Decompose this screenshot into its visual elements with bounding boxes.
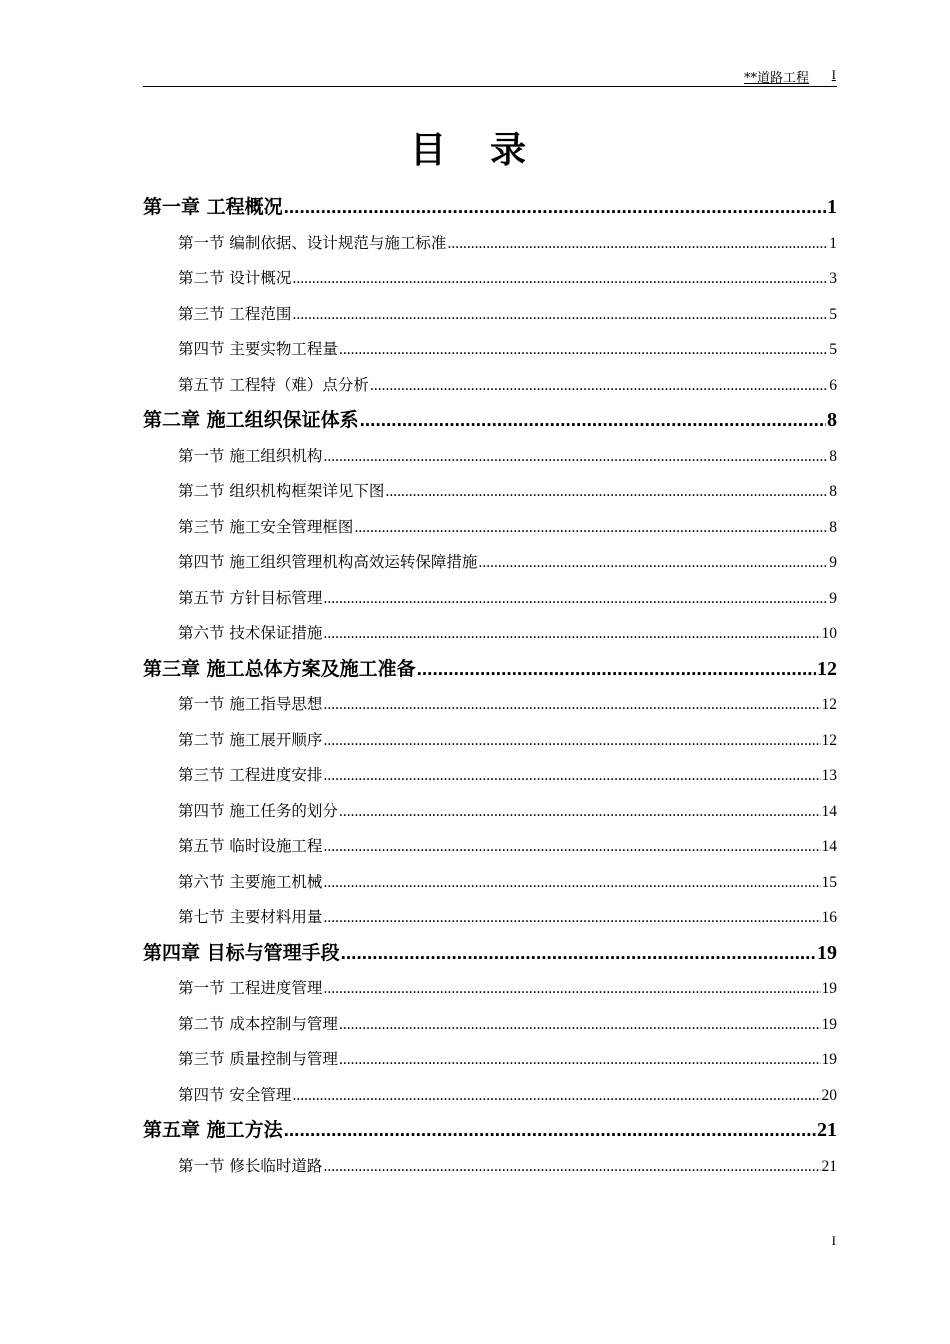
toc-dot-leader <box>385 474 828 510</box>
toc-dot-leader <box>323 581 828 617</box>
toc-entry-page: 5 <box>829 341 837 358</box>
toc-dot-leader <box>341 936 816 972</box>
toc-dot-leader <box>323 1149 820 1185</box>
toc-section-entry[interactable] <box>143 616 837 652</box>
toc-section-entry[interactable] <box>143 297 837 333</box>
toc-entry-label: 第三节 工程范围 <box>178 304 292 323</box>
toc-entry-page: 1 <box>829 234 837 252</box>
toc-entry-page: 19 <box>821 980 837 997</box>
toc-dot-leader <box>478 545 828 581</box>
toc-dot-leader <box>360 403 826 439</box>
toc-section-entry[interactable] <box>143 687 837 723</box>
toc-section-entry[interactable] <box>143 368 837 404</box>
toc-dot-leader <box>323 687 820 723</box>
toc-entry-label: 第一节 施工指导思想 <box>178 695 323 713</box>
toc-entry-page: 16 <box>821 909 837 926</box>
toc-dot-leader <box>323 829 820 865</box>
toc-entry-page: 8 <box>829 447 837 465</box>
toc-chapter-entry[interactable] <box>143 190 837 226</box>
toc-entry-page: 19 <box>821 1015 837 1033</box>
toc-dot-leader <box>292 297 828 333</box>
toc-dot-leader <box>284 1113 816 1149</box>
toc-section-entry[interactable] <box>143 439 837 475</box>
toc-dot-leader <box>370 368 828 404</box>
toc-entry-label: 第六节 技术保证措施 <box>178 624 323 642</box>
toc-entry-label: 第二节 成本控制与管理 <box>178 1014 338 1033</box>
toc-list <box>143 190 837 1184</box>
toc-dot-leader <box>323 971 820 1007</box>
toc-entry-page: 20 <box>821 1086 837 1104</box>
toc-section-entry[interactable] <box>143 971 837 1007</box>
toc-section-entry[interactable] <box>143 581 837 617</box>
toc-entry-page: 19 <box>821 1051 837 1068</box>
toc-section-entry[interactable] <box>143 1007 837 1043</box>
toc-entry-label: 第一节 编制依据、设计规范与施工标准 <box>178 233 447 252</box>
toc-section-entry[interactable] <box>143 1149 837 1185</box>
header-title: **道路工程 <box>743 71 809 86</box>
toc-entry-page: 13 <box>821 767 837 784</box>
toc-entry-label: 第四章 目标与管理手段 <box>143 941 340 964</box>
toc-dot-leader <box>323 723 820 759</box>
toc-title: 目录 <box>409 130 570 171</box>
toc-dot-leader <box>339 332 828 368</box>
toc-entry-page: 21 <box>817 1119 837 1141</box>
toc-dot-leader <box>323 616 820 652</box>
toc-entry-label: 第五节 工程特（难）点分析 <box>178 375 369 394</box>
toc-dot-leader <box>339 1007 821 1043</box>
toc-section-entry[interactable] <box>143 723 837 759</box>
toc-entry-page: 8 <box>829 518 837 536</box>
toc-section-entry[interactable] <box>143 261 837 297</box>
toc-entry-page: 19 <box>817 941 837 964</box>
toc-entry-label: 第一章 工程概况 <box>143 196 283 218</box>
toc-entry-label: 第四节 施工任务的划分 <box>178 801 338 820</box>
toc-dot-leader <box>323 439 828 475</box>
toc-dot-leader <box>284 190 826 226</box>
footer-page-number: I <box>831 1233 836 1248</box>
toc-entry-page: 14 <box>821 802 837 820</box>
toc-entry-label: 第一节 施工组织机构 <box>178 446 323 465</box>
toc-chapter-entry[interactable] <box>143 1113 837 1149</box>
toc-dot-leader <box>323 865 820 901</box>
toc-entry-label: 第一节 工程进度管理 <box>178 979 323 997</box>
toc-entry-page: 1 <box>827 196 837 218</box>
toc-entry-label: 第四节 施工组织管理机构高效运转保障措施 <box>178 553 478 571</box>
toc-entry-label: 第五节 临时设施工程 <box>178 837 323 855</box>
toc-entry-page: 6 <box>829 376 837 394</box>
toc-dot-leader <box>339 1042 821 1078</box>
toc-chapter-entry[interactable] <box>143 403 837 439</box>
toc-entry-label: 第三节 质量控制与管理 <box>178 1050 338 1068</box>
toc-entry-label: 第五节 方针目标管理 <box>178 588 323 607</box>
toc-entry-page: 12 <box>817 657 837 680</box>
toc-entry-page: 9 <box>829 554 837 571</box>
toc-entry-page: 9 <box>829 589 837 607</box>
toc-entry-page: 8 <box>829 483 837 500</box>
toc-entry-label: 第三节 施工安全管理框图 <box>178 517 354 536</box>
toc-entry-page: 8 <box>827 409 837 431</box>
toc-entry-label: 第二节 设计概况 <box>178 269 292 287</box>
toc-section-entry[interactable] <box>143 1042 837 1078</box>
toc-dot-leader <box>339 794 821 830</box>
toc-chapter-entry[interactable] <box>143 652 837 688</box>
toc-entry-page: 12 <box>821 696 837 713</box>
toc-entry-page: 5 <box>829 305 837 323</box>
toc-section-entry[interactable] <box>143 474 837 510</box>
toc-dot-leader <box>417 652 816 688</box>
toc-entry-label: 第六节 主要施工机械 <box>178 872 323 891</box>
toc-entry-label: 第四节 主要实物工程量 <box>178 340 338 358</box>
toc-section-entry[interactable] <box>143 545 837 581</box>
toc-entry-label: 第二节 组织机构框架详见下图 <box>178 482 385 500</box>
toc-entry-page: 15 <box>821 873 837 891</box>
toc-chapter-entry[interactable] <box>143 936 837 972</box>
toc-entry-label: 第七节 主要材料用量 <box>178 908 323 926</box>
toc-entry-label: 第一节 修长临时道路 <box>178 1156 323 1175</box>
toc-dot-leader <box>354 510 828 546</box>
header-page-number: I <box>831 67 836 82</box>
page-header <box>143 62 837 87</box>
toc-entry-page: 12 <box>821 731 837 749</box>
toc-entry-page: 3 <box>829 270 837 287</box>
toc-entry-page: 21 <box>821 1157 837 1175</box>
toc-dot-leader <box>323 758 820 794</box>
toc-section-entry[interactable] <box>143 900 837 936</box>
toc-entry-label: 第五章 施工方法 <box>143 1119 283 1141</box>
toc-section-entry[interactable] <box>143 865 837 901</box>
toc-dot-leader <box>323 900 820 936</box>
toc-entry-page: 10 <box>821 625 837 642</box>
toc-entry-label: 第二节 施工展开顺序 <box>178 730 323 749</box>
toc-entry-label: 第三章 施工总体方案及施工准备 <box>143 657 416 680</box>
toc-entry-label: 第四节 安全管理 <box>178 1085 292 1104</box>
toc-entry-page: 14 <box>821 838 837 855</box>
toc-entry-label: 第二章 施工组织保证体系 <box>143 409 359 431</box>
toc-section-entry[interactable] <box>143 510 837 546</box>
toc-dot-leader <box>447 226 828 262</box>
toc-section-entry[interactable] <box>143 829 837 865</box>
toc-section-entry[interactable] <box>143 794 837 830</box>
toc-section-entry[interactable] <box>143 226 837 262</box>
toc-dot-leader <box>292 1078 820 1114</box>
toc-section-entry[interactable] <box>143 1078 837 1114</box>
toc-section-entry[interactable] <box>143 758 837 794</box>
toc-entry-label: 第三节 工程进度安排 <box>178 766 323 784</box>
toc-dot-leader <box>292 261 828 297</box>
toc-section-entry[interactable] <box>143 332 837 368</box>
